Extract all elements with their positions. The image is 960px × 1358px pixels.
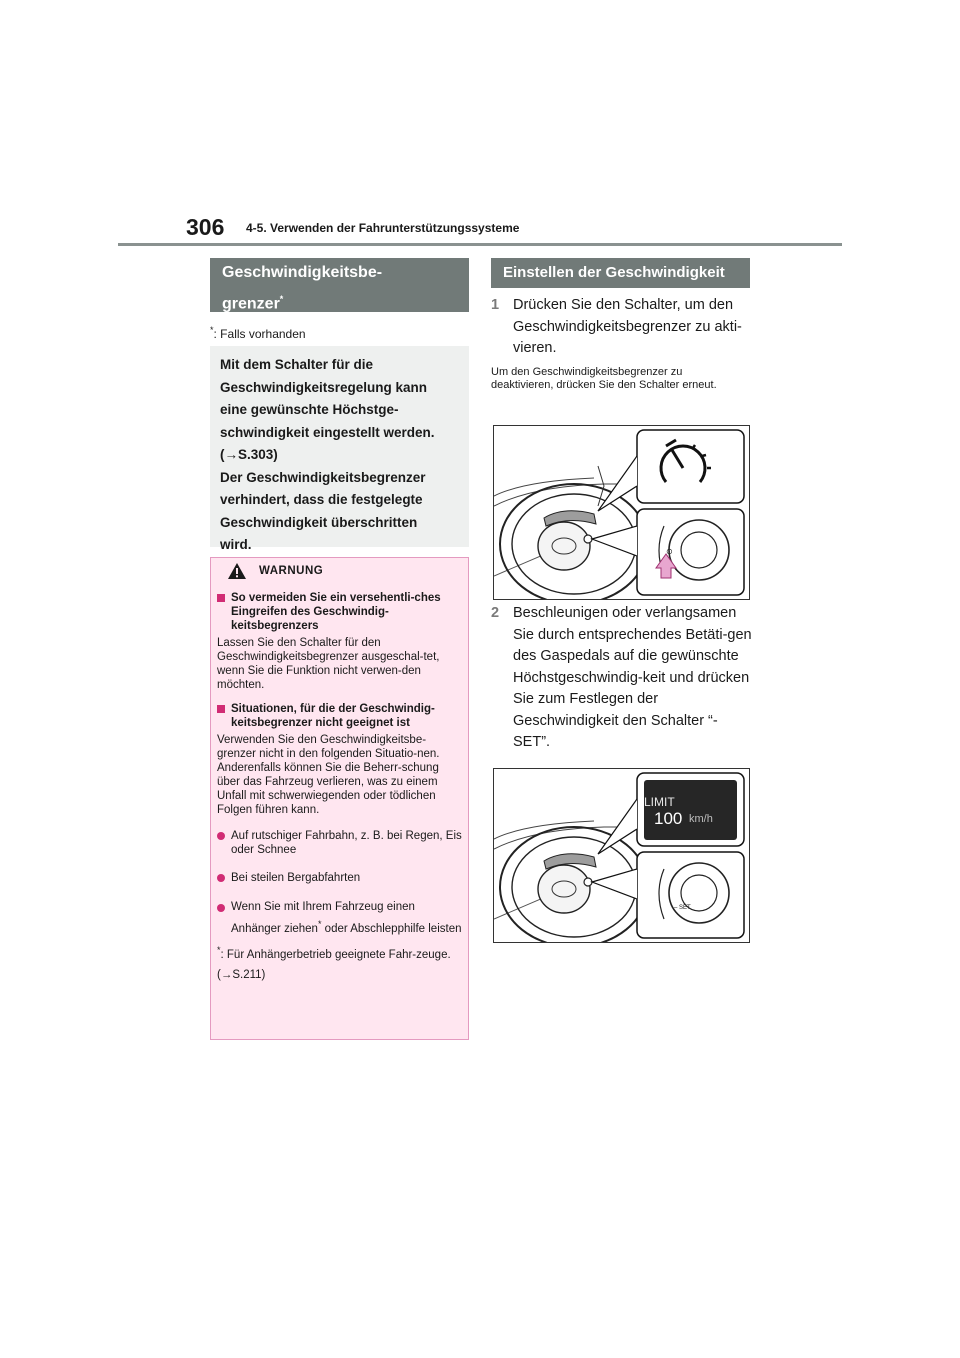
footnote-text: : Falls vorhanden [213,327,306,341]
warning-footnote [217,940,463,985]
section-title-line1: Geschwindigkeitsbe- [222,264,383,281]
step-1-row [491,295,751,360]
warning-body-2b: Anderenfalls können Sie die Beherr-schung über das Fahrzeug verlieren, was zu einem Unfall mit schwerwiegenden oder tödlichen Folgen führen kann. [217,762,439,816]
info-box [210,346,469,552]
round-bullet-icon [217,832,225,840]
bullet3-mark: * [317,919,322,929]
header-divider [118,243,842,246]
warning-triangle-icon [227,562,247,580]
warning-heading-text: So vermeiden Sie ein versehentli-ches Eingreifen des Geschwindig-keitsbegrenzers [231,592,441,632]
page-number: 306 [186,214,225,240]
square-bullet-icon [217,594,225,602]
warning-body-2a: Verwenden Sie den Geschwindigkeitsbe-grenzer nicht in den folgenden Situatio-nen. [217,734,440,760]
display-speed-value: 100 [654,809,683,828]
step-text: Beschleunigen oder verlangsamen Sie durch entsprechendes Betäti-gen des Gaspedals auf die gewünschte Höchstgeschwindig-keit und drücken Sie zum Festlegen der Geschwindigkeit den Schalter “-SET”. [513,605,752,750]
warning-box [210,557,469,1040]
warning-header [211,558,468,588]
info-line: wird. [220,537,252,552]
section-title-mark: * [279,294,284,304]
warning-heading-text: Situationen, für die der Geschwindig-keitsbegrenzer nicht geeignet ist [231,703,435,729]
steering-wheel-display-illustration [494,769,749,942]
warning-content [217,591,463,985]
figure-steering-switch [493,425,750,600]
warning-heading-1 [217,591,463,633]
step-text: Drücken Sie den Schalter, um den Geschwindigkeitsbegrenzer zu akti-vieren. [513,297,742,356]
spacer [217,817,463,823]
section-title-line2: grenzer [222,295,280,313]
step-2 [491,603,753,754]
warning-footnote-text: : Für Anhängerbetrieb geeignete Fahr-zeuge. (→S.211) [217,948,451,981]
warning-bullet-text: Bei steilen Bergabfahrten [231,872,361,884]
bullet3-post: oder Abschlepphilfe leisten [321,922,462,935]
warning-label: WARNUNG [259,565,324,577]
info-line: schwindigkeit eingestellt werden. [220,424,435,440]
display-speed-unit: km/h [689,813,713,825]
footnote-mark: * [210,325,214,335]
step-number: 2 [491,605,500,621]
section-title-set-speed: Einstellen der Geschwindigkeit [491,258,750,288]
square-bullet-icon [217,705,225,713]
chapter-title: 4-5. Verwenden der Fahrunterstützungssysteme [246,221,520,235]
warning-bullet-2 [217,871,463,885]
round-bullet-icon [217,904,225,912]
round-bullet-icon [217,874,225,882]
info-line-reference: (→S.303) [220,447,278,462]
warning-bullet-3 [217,899,463,938]
warning-body-1: Lassen Sie den Schalter für den Geschwindigkeitsbegrenzer ausgeschal-tet, wenn Sie die Funktion nicht verwen-den möchten. [217,637,440,691]
step-1-note: Um den Geschwindigkeitsbegrenzer zu deaktivieren, drücken Sie den Schalter erneut. [491,366,717,391]
warning-footnote-mark: * [217,944,221,955]
info-line: Geschwindigkeitsregelung kann [220,379,428,395]
footnote-availability [210,325,306,341]
warning-heading-2 [217,702,463,730]
info-line: Geschwindigkeit überschritten [220,514,418,530]
step-2-row [491,603,753,754]
spacer [217,692,463,698]
section-title-speed-limiter [210,258,469,312]
set-switch-label: – SET [674,905,691,911]
warning-bullet-text: Auf rutschiger Fahrbahn, z. B. bei Regen, Eis oder Schnee [231,830,462,856]
step-number: 1 [491,297,500,313]
info-line: Der Geschwindigkeitsbegrenzer [220,469,426,485]
warning-bullet-text [231,899,463,938]
section-title-line2-wrap [222,286,457,317]
info-line: eine gewünschte Höchstge- [220,402,399,417]
figure-set-speed-display [493,768,750,943]
bullet3-pre: Wenn Sie mit Ihrem Fahrzeug einen Anhänger ziehen [231,901,415,935]
info-line: verhindert, dass die festgelegte [220,492,423,507]
steering-wheel-illustration [494,426,749,599]
warning-bullet-1 [217,829,463,857]
info-line: Mit dem Schalter für die [220,357,374,372]
svg-text:⊙: ⊙ [666,547,673,556]
display-limit-label: LIMIT [644,795,675,809]
step-1 [491,295,751,360]
